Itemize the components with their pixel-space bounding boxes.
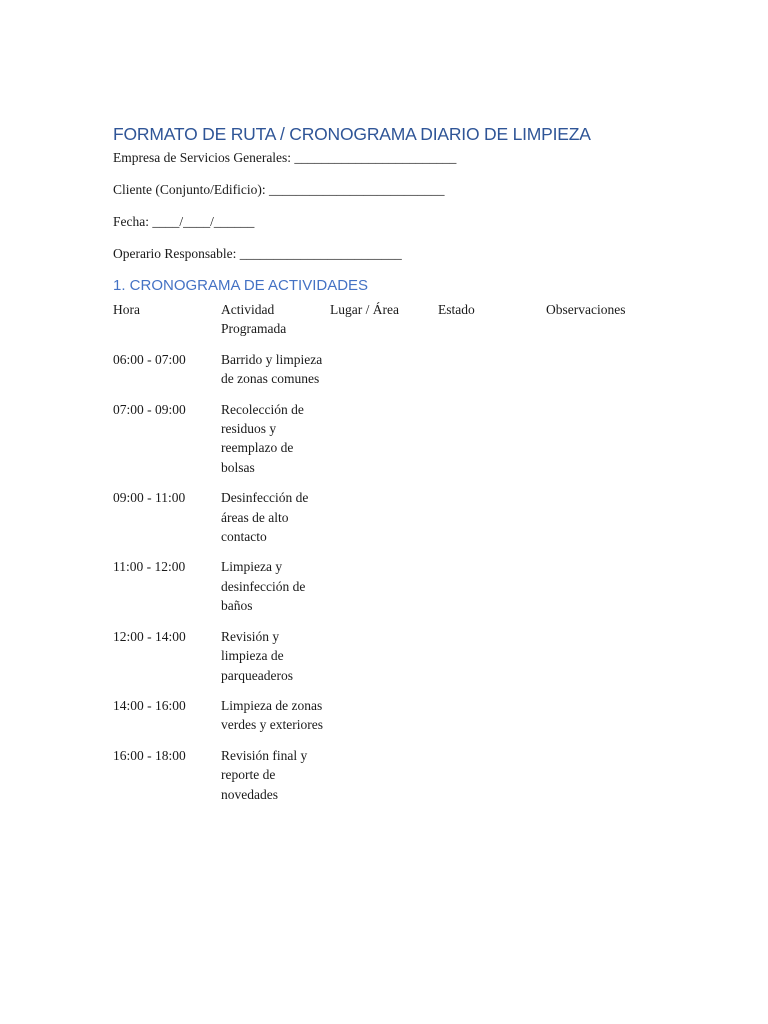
table-row bbox=[113, 746, 658, 804]
header-observaciones: Observaciones bbox=[546, 302, 626, 317]
cell-hora: 16:00 - 18:00 bbox=[113, 747, 186, 763]
table-row bbox=[113, 488, 658, 546]
table-header-row bbox=[113, 300, 658, 339]
cell-hora: 14:00 - 16:00 bbox=[113, 697, 186, 713]
cell-hora: 06:00 - 07:00 bbox=[113, 351, 186, 367]
field-operator: Operario Responsable: ________________________ bbox=[113, 246, 402, 261]
field-company: Empresa de Servicios Generales: ________________________ bbox=[113, 150, 457, 165]
cell-actividad: Limpieza y desinfección de baños bbox=[221, 559, 306, 614]
table-row bbox=[113, 400, 658, 478]
header-lugar: Lugar / Área bbox=[330, 302, 399, 317]
schedule-table bbox=[113, 300, 658, 815]
cell-actividad: Limpieza de zonas verdes y exteriores bbox=[221, 697, 323, 733]
table-row bbox=[113, 627, 658, 685]
cell-actividad: Barrido y limpieza de zonas comunes bbox=[221, 351, 323, 387]
cell-hora: 12:00 - 14:00 bbox=[113, 628, 186, 644]
table-row bbox=[113, 350, 658, 389]
header-hora: Hora bbox=[113, 302, 140, 317]
table-row bbox=[113, 557, 658, 615]
cell-actividad: Revisión final y reporte de novedades bbox=[221, 747, 308, 802]
field-date: Fecha: ____/____/______ bbox=[113, 214, 255, 229]
section-title: 1. CRONOGRAMA DE ACTIVIDADES bbox=[113, 277, 369, 294]
document-title: FORMATO DE RUTA / CRONOGRAMA DIARIO DE LIMPIEZA bbox=[113, 124, 591, 144]
field-client: Cliente (Conjunto/Edificio): __________________________ bbox=[113, 182, 445, 197]
cell-actividad: Desinfección de áreas de alto contacto bbox=[221, 490, 309, 545]
table-row bbox=[113, 696, 658, 735]
cell-hora: 09:00 - 11:00 bbox=[113, 490, 186, 506]
cell-actividad: Recolección de residuos y reemplazo de bolsas bbox=[221, 401, 304, 475]
cell-actividad: Revisión y limpieza de parqueaderos bbox=[221, 628, 293, 683]
cell-hora: 07:00 - 09:00 bbox=[113, 401, 186, 417]
cell-hora: 11:00 - 12:00 bbox=[113, 559, 186, 575]
header-actividad: Actividad Programada bbox=[221, 302, 287, 337]
header-estado: Estado bbox=[438, 302, 475, 317]
